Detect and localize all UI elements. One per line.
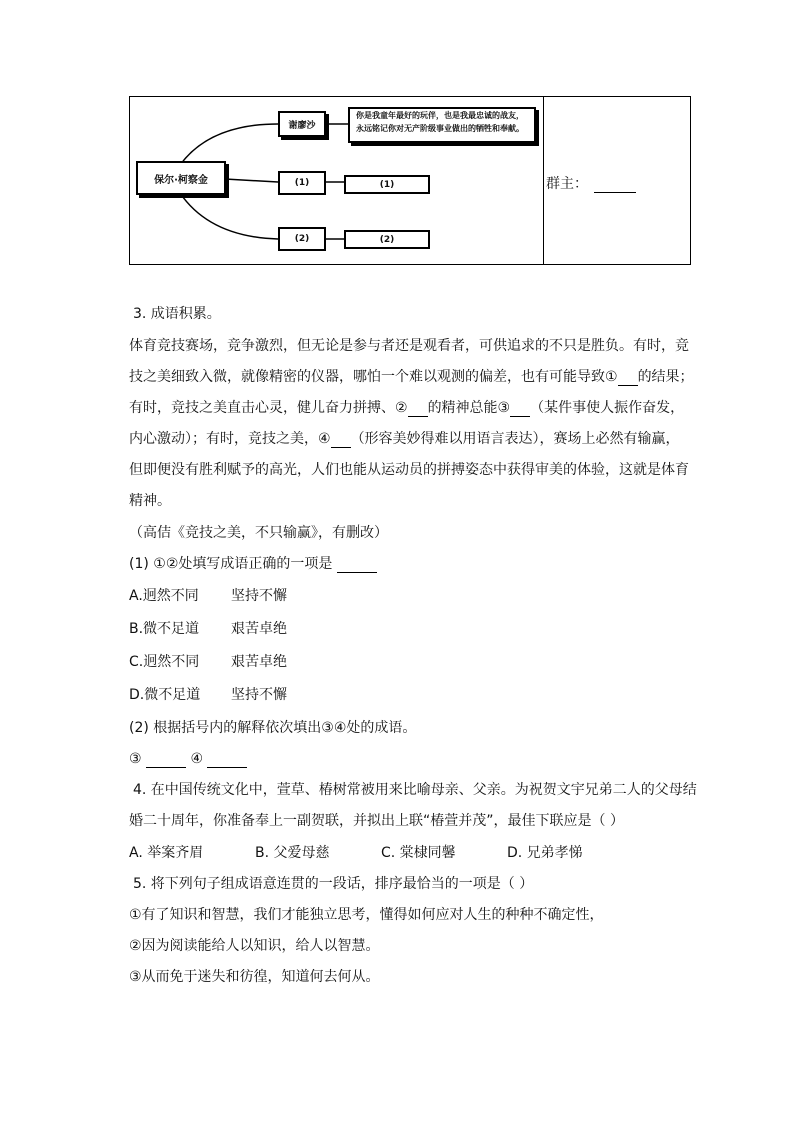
answer-3-blank[interactable]: [146, 753, 186, 768]
node-2: (2): [278, 227, 326, 251]
q4-option-b[interactable]: B. 父爱母慈: [255, 845, 330, 861]
q3-para-line-2b: 的结果；: [637, 369, 694, 385]
q3-para-line-6: 精神。: [129, 493, 171, 509]
q4-option-d[interactable]: D. 兄弟孝悌: [507, 845, 583, 861]
node-serezha-note: [348, 107, 536, 143]
q3-option-d[interactable]: [129, 686, 287, 704]
option-b-value: 艰苦卓绝: [231, 621, 287, 637]
blank-3[interactable]: [510, 402, 530, 417]
table-divider: [543, 97, 544, 264]
q3-option-a[interactable]: [129, 587, 287, 605]
blank-4[interactable]: [331, 433, 351, 448]
main-node-pavel: 保尔·柯察金: [136, 161, 226, 195]
group-owner-cell: [546, 173, 636, 193]
q4-option-a[interactable]: A. 举案齐眉: [129, 845, 204, 861]
circle-3-label: ③: [129, 751, 142, 767]
q3-option-c[interactable]: [129, 653, 287, 671]
q3-para-line-3a: 有时，竞技之美直击心灵，健儿奋力拼搏、②: [129, 400, 408, 416]
q3-para-line-4: [129, 430, 680, 448]
q4-option-c[interactable]: C. 棠棣同馨: [381, 845, 456, 861]
node-1-answer-box: (1): [344, 175, 430, 194]
character-mind-map: [130, 97, 543, 264]
group-chat-table: [129, 96, 691, 265]
node-2-answer-box: (2): [344, 230, 430, 249]
q5-sentence-2: ②因为阅读能给人以知识，给人以智慧。: [129, 938, 380, 954]
option-a-key: A.迥然不同: [129, 588, 199, 604]
q3-sub1: [129, 555, 377, 573]
q4-options: [129, 844, 583, 862]
group-owner-label: 群主：: [546, 176, 588, 192]
q5-sentence-3: ③从而免于迷失和彷徨，知道何去何从。: [129, 969, 380, 985]
option-b-key: B.微不足道: [129, 621, 200, 637]
group-owner-blank[interactable]: [594, 178, 636, 193]
q3-para-line-3c: （某件事使人振作奋发，: [530, 400, 685, 416]
q3-sub2: (2) 根据括号内的解释依次填出③④处的成语。: [129, 720, 417, 736]
blank-2[interactable]: [408, 402, 428, 417]
blank-1[interactable]: [618, 371, 638, 386]
q4-line-1: 4. 在中国传统文化中，萱草、椿树常被用来比喻母亲、父亲。为祝贺文宇兄弟二人的父母结: [133, 782, 697, 798]
option-c-key: C.迥然不同: [129, 654, 200, 670]
circle-4-label: ④: [190, 751, 204, 767]
q3-para-line-4b: （形容美妙得难以用语言表达），赛场上必然有输赢，: [350, 431, 680, 447]
q3-sub1-blank[interactable]: [337, 558, 377, 573]
option-a-value: 坚持不懈: [231, 588, 287, 604]
q3-option-b[interactable]: [129, 620, 287, 638]
q3-sub2-answers: [129, 750, 247, 768]
note-line-2: 永远铭记你对无产阶级事业做出的牺牲和奉献。: [356, 124, 524, 133]
option-c-value: 艰苦卓绝: [231, 654, 287, 670]
answer-4-blank[interactable]: [207, 753, 247, 768]
node-1: (1): [278, 171, 326, 195]
q3-para-line-3: [129, 399, 684, 417]
q3-source: （高佶《竞技之美，不只输赢》，有删改）: [129, 525, 388, 541]
q5-line-1: 5. 将下列句子组成语意连贯的一段话，排序最恰当的一项是（ ）: [133, 876, 534, 892]
q5-sentence-1: ①有了知识和智慧，我们才能独立思考，懂得如何应对人生的种种不确定性，: [129, 907, 604, 923]
q3-sub1-text: (1) ①②处填写成语正确的一项是: [129, 556, 333, 572]
q3-para-line-5: 但即便没有胜利赋予的高光，人们也能从运动员的拼搏姿态中获得审美的体验，这就是体育: [129, 462, 689, 478]
q3-para-line-2: [129, 368, 694, 386]
note-line-1: 你是我童年最好的玩伴，也是我最忠诚的战友，: [356, 111, 524, 120]
option-d-key: D.微不足道: [129, 687, 201, 703]
q4-line-2: 婚二十周年，你准备奉上一副贺联，并拟出上联“椿萱并茂”，最佳下联应是（ ）: [129, 813, 624, 829]
q3-title: 3. 成语积累。: [133, 306, 221, 322]
q3-para-line-4a: 内心激动）；有时，竞技之美，④: [129, 431, 331, 447]
q3-para-line-2a: 技之美细致入微，就像精密的仪器，哪怕一个难以观测的偏差，也有可能导致①: [129, 369, 618, 385]
option-d-value: 坚持不懈: [231, 687, 287, 703]
q3-para-line-1: 体育竞技赛场，竞争激烈，但无论是参与者还是观看者，可供追求的不只是胜负。有时，竞: [129, 338, 689, 354]
node-serezha: 谢廖沙: [278, 111, 326, 137]
q3-para-line-3b: 的精神总能③: [427, 400, 511, 416]
